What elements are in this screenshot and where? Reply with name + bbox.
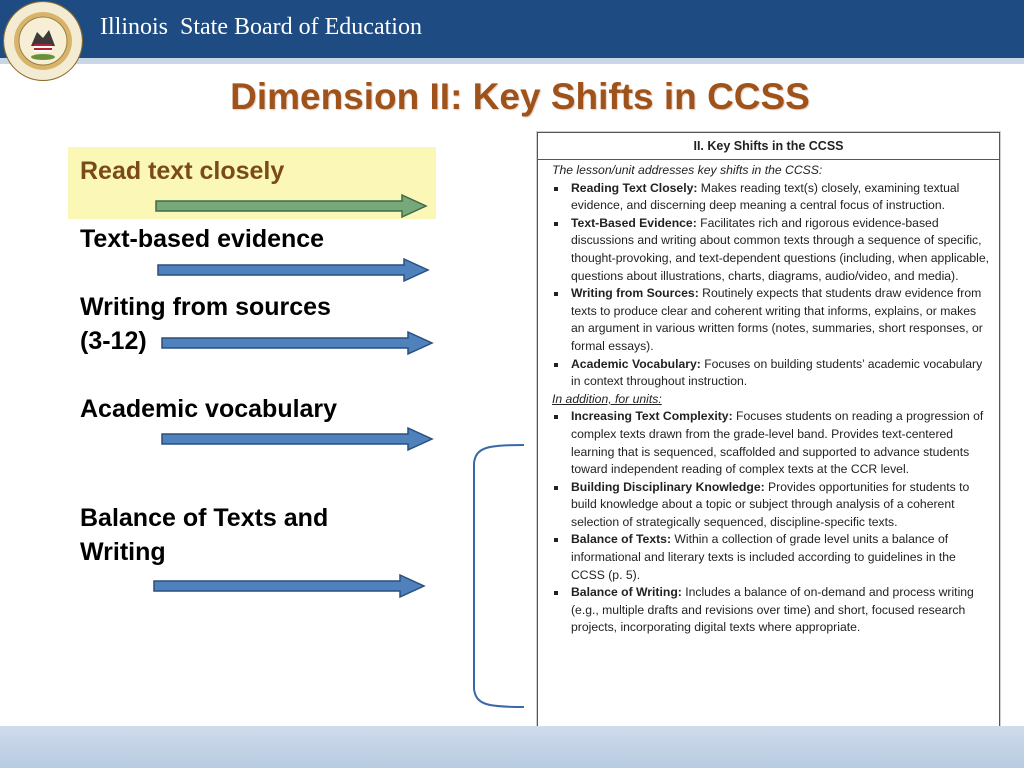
right-arrow-icon <box>160 330 436 356</box>
panel-body <box>538 160 999 637</box>
item-text: Includes a balance of on-demand and process writing (e.g., multiple drafts and revisions over time) and short, focused research projects, incorporating digital texts where appropriate. <box>571 585 974 635</box>
slide-title: Dimension II: Key Shifts in CCSS <box>230 76 810 117</box>
item-term: Academic Vocabulary: <box>571 356 701 371</box>
right-arrow-icon <box>160 426 436 452</box>
header-divider <box>0 58 1024 64</box>
list-item <box>552 180 991 215</box>
header-title: Illinois State Board of Education <box>100 14 422 40</box>
list-item <box>552 584 991 637</box>
shift-balance-writing: Writing <box>80 538 166 566</box>
item-text: Focuses students on reading a progression of complex texts drawn from the grade-level band. Provides text-centered learning that is sequenced, scaffolded and supported to advance students toward independent reading of complex texts at the CCR level. <box>571 409 984 477</box>
item-text: Within a collection of grade level units a balance of informational and literary texts is included according to guidelines in the CCSS (p. 5). <box>571 532 956 582</box>
item-text: Routinely expects that students draw evidence from texts to produce clear and coherent writing that informs, explains, or makes an argument in various written forms (notes, summaries, short responses, or formal essays). <box>571 286 983 353</box>
panel-header: II. Key Shifts in the CCSS <box>538 133 999 160</box>
item-term: Reading Text Closely: <box>571 180 698 195</box>
shift-text-based-evidence: Text-based evidence <box>80 225 325 253</box>
list-item <box>552 285 991 355</box>
item-term: Text-Based Evidence: <box>571 215 697 230</box>
item-text: Provides opportunities for students to build knowledge about a topic or subject through analysis of a coherent selection of strategically sequenced, discipline-specific texts. <box>571 479 970 529</box>
shift-academic-vocabulary: Academic vocabulary <box>80 395 338 423</box>
right-arrow-icon <box>154 193 430 219</box>
item-text: Focuses on building students’ academic vocabulary in context throughout instruction. <box>571 356 983 389</box>
right-arrow-icon <box>156 257 432 283</box>
bracket-icon <box>468 443 528 711</box>
footer-bar <box>0 726 1024 768</box>
state-seal-icon <box>4 2 82 80</box>
right-arrow-icon <box>152 573 428 599</box>
item-text: Makes reading text(s) closely, examining textual evidence, and discerning deep meaning a central focus of instruction. <box>571 180 960 213</box>
list-item <box>552 479 991 532</box>
header-bar <box>0 0 1024 58</box>
list-item <box>552 408 991 478</box>
shift-list <box>552 180 991 391</box>
item-text: Facilitates rich and rigorous evidence-based discussions and writing about common texts through a sequence of specific, thought-provoking, and text-dependent questions (including, when applicable, questions about illustrations, charts, diagrams, audio/video, and media). <box>571 215 990 283</box>
list-item <box>552 531 991 584</box>
shift-writing-grade-range: (3-12) <box>80 327 147 355</box>
list-item <box>552 215 991 285</box>
item-term: Building Disciplinary Knowledge: <box>571 479 765 494</box>
item-term: Balance of Texts: <box>571 532 672 547</box>
key-shifts-panel <box>537 132 1000 729</box>
item-term: Writing from Sources: <box>571 286 699 301</box>
list-item <box>552 356 991 391</box>
item-term: Increasing Text Complexity: <box>571 409 733 424</box>
shift-balance-texts: Balance of Texts and <box>80 504 329 532</box>
panel-intro: The lesson/unit addresses key shifts in the CCSS: <box>552 163 823 177</box>
shift-writing-from-sources: Writing from sources <box>80 293 331 321</box>
shift-read-text-closely: Read text closely <box>80 157 285 185</box>
panel-subheading: In addition, for units: <box>552 391 662 406</box>
unit-shift-list <box>552 408 991 637</box>
item-term: Balance of Writing: <box>571 585 682 600</box>
